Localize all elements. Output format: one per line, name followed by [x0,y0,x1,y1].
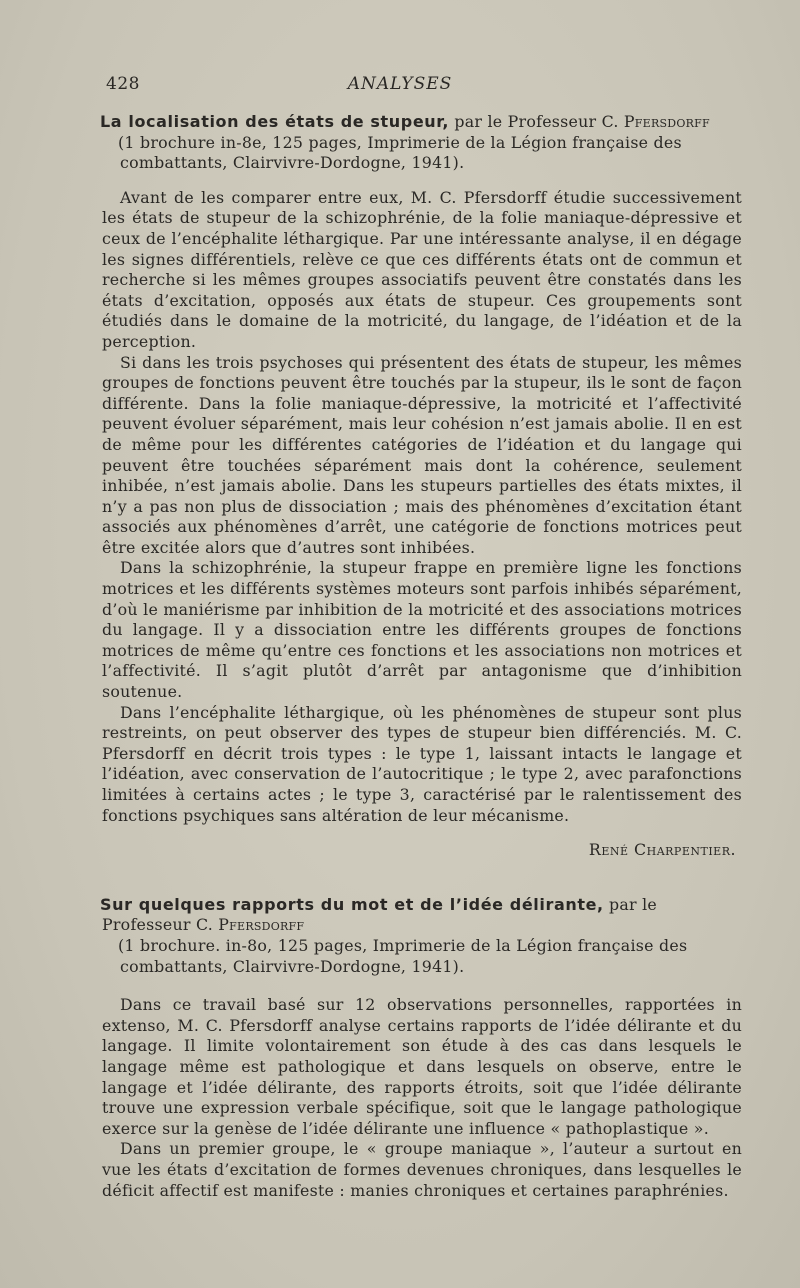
review-paragraph: Dans l’encéphalite léthargique, où les phénomènes de stupeur sont plus restreints, on peut observer des types de stupeur bien différenciés. M. C. Pfersdorff en décrit trois types : le type 1, laissant intacts le langage et l’idéation, avec conservation de l’autocritique ; le type 2, avec parafonctions limitées à certains actes ; le type 3, caractérisé par le ralentissement des fonctions psychiques sans altération de leur mécanisme. [102,702,742,825]
review-reference [102,112,742,174]
page-content [102,112,742,1201]
review-author-name: Pfersdorff [623,112,710,131]
review-title: Sur quelques rapports du mot et de l’idée délirante, [100,894,604,914]
reviewer-signature: René Charpentier. [588,840,736,860]
review-reference [102,895,742,977]
review-publication-details: (1 brochure in-8e, 125 pages, Imprimerie de la Légion française des combattants, Clairvivre-Dordogne, 1941). [118,132,682,173]
review-author-prefix: par le Professeur C. [454,112,619,131]
review-title: La localisation des états de stupeur, [100,112,450,131]
review-paragraph: Dans ce travail basé sur 12 observations personnelles, rapportées in extenso, M. C. Pfersdorff analyse certains rapports de l’idée délirante et du langage. Il limite volontairement son étude à des cas dans lesquels le langage même est pathologique et dans lesquels on observe, entre le langage et l’idée délirante, des rapports étroits, soit que l’idée délirante trouve une expression verbale spécifique, soit que le langage pathologique exerce sur la genèse de l’idée délirante une influence « pathoplastique ». [102,995,742,1138]
review-author-prefix: par le Professeur C. [102,894,658,935]
page-number: 428 [106,74,140,94]
page-header [0,74,800,98]
running-head: ANALYSES [347,74,453,94]
review-paragraph: Dans un premier groupe, le « groupe maniaque », l’auteur a surtout en vue les états d’excitation de formes devenues chroniques, dans lesquelles le déficit affectif est manifeste : manies chroniques et certaines paraphrénies. [102,1139,742,1200]
review-author-name: Pfersdorff [218,915,305,935]
review-paragraph: Avant de les comparer entre eux, M. C. Pfersdorff étudie successivement les états de stupeur de la schizophrénie, de la folie maniaque-dépressive et ceux de l’encéphalite léthargique. Par une intéressante analyse, il en dégage les signes différentiels, relève ce que ces différents états ont de commun et recherche si les mêmes groupes associatifs peuvent être constatés dans les états d’excitation, opposés aux états de stupeur. Ces groupements sont étudiés dans le domaine de la motricité, du langage, de l’idéation et de la perception. [102,187,742,351]
review-paragraph: Dans la schizophrénie, la stupeur frappe en première ligne les fonctions motrices et les différents systèmes moteurs sont parfois inhibés séparément, d’où le maniérisme par inhibition de la motricité et des associations motrices du langage. Il y a dissociation entre les différents groupes de fonctions motrices de même qu’entre ces fonctions et les associations non motrices et l’affectivité. Il s’agit plutôt d’arrêt par antagonisme que d’inhibition soutenue. [102,558,742,702]
review-paragraph: Si dans les trois psychoses qui présentent des états de stupeur, les mêmes groupes de fonctions peuvent être touchés par la stupeur, ils le sont de façon différente. Dans la folie maniaque-dépressive, la motricité et l’affectivité peuvent évoluer séparément, mais leur cohésion n’est jamais abolie. Il en est de même pour les différentes catégories de l’idéation et du langage qui peuvent être touchées séparément mais dont la cohérence, seulement inhibée, n’est jamais abolie. Dans les stupeurs partielles des états mixtes, il n’y a pas non plus de dissociation ; mais des phénomènes d’excitation étant associés aux phénomènes d’arrêt, une catégorie de fonctions motrices peut être excitée alors que d’autres sont inhibées. [102,352,742,557]
review-publication-details: (1 brochure. in-8o, 125 pages, Imprimerie de la Légion française des combattants, Clairvivre-Dordogne, 1941). [118,935,688,976]
